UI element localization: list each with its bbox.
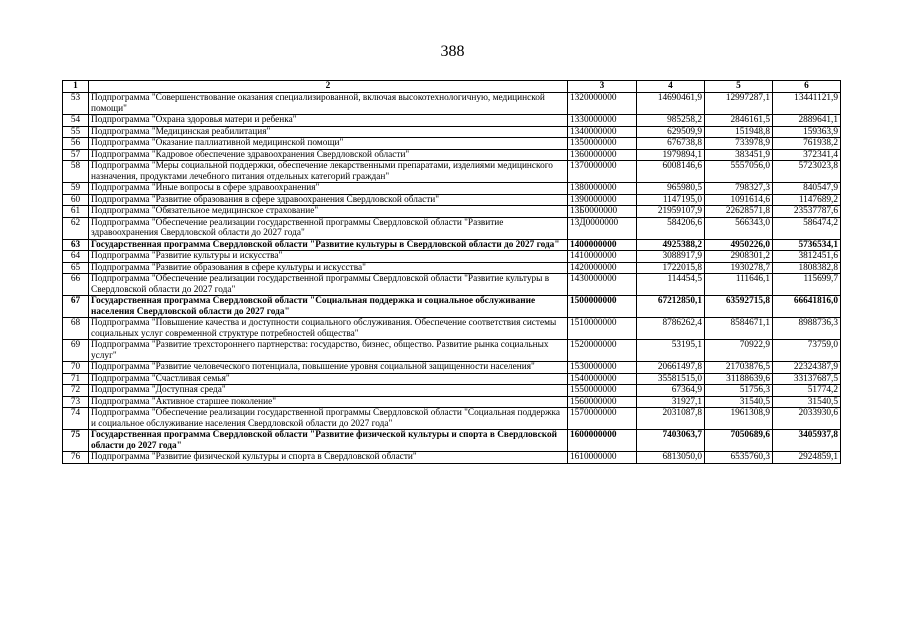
amount-cell-col4: 965980,5 — [637, 183, 705, 195]
program-name-cell: Подпрограмма "Повышение качества и доступности социального обслуживания. Обеспечение соответствия системы социальных услуг современной структуре потребностей общества" — [89, 318, 568, 340]
column-header: 5 — [705, 81, 773, 93]
target-code-cell: 1430000000 — [568, 274, 637, 296]
amount-cell-col6: 66641816,0 — [773, 296, 841, 318]
amount-cell-col5: 151948,8 — [705, 126, 773, 138]
program-name-cell: Подпрограмма "Обеспечение реализации государственной программы Свердловской области "Социальная поддержка и социальное обслуживание населения Свердловской области до 2027 года" — [89, 408, 568, 430]
row-number-cell: 53 — [63, 93, 89, 115]
row-number-cell: 70 — [63, 362, 89, 374]
amount-cell-col5: 8584671,1 — [705, 318, 773, 340]
table-row — [63, 430, 841, 452]
amount-cell-col6: 2924859,1 — [773, 452, 841, 464]
program-name-cell: Подпрограмма "Развитие человеческого потенциала, повышение уровня социальной защищенности населения" — [89, 362, 568, 374]
row-number-cell: 64 — [63, 251, 89, 263]
budget-table — [62, 80, 841, 464]
amount-cell-col6: 5736534,1 — [773, 239, 841, 251]
target-code-cell: 1320000000 — [568, 93, 637, 115]
amount-cell-col5: 383451,9 — [705, 149, 773, 161]
amount-cell-col6: 586474,2 — [773, 217, 841, 239]
program-name-cell: Подпрограмма "Доступная среда" — [89, 385, 568, 397]
amount-cell-col5: 5557056,0 — [705, 161, 773, 183]
target-code-cell: 13Б0000000 — [568, 206, 637, 218]
program-name-cell: Государственная программа Свердловской области "Развитие физической культуры и спорта в Свердловской области до 2027 года" — [89, 430, 568, 452]
amount-cell-col6: 23537787,6 — [773, 206, 841, 218]
table-row — [63, 373, 841, 385]
row-number-cell: 75 — [63, 430, 89, 452]
target-code-cell: 1350000000 — [568, 138, 637, 150]
amount-cell-col4: 14690461,9 — [637, 93, 705, 115]
target-code-cell: 1390000000 — [568, 194, 637, 206]
program-name-cell: Подпрограмма "Обеспечение реализации государственной программы Свердловской области "Развитие культуры в Свердловской области до 2027 года" — [89, 274, 568, 296]
program-name-cell: Подпрограмма "Развитие культуры и искусства" — [89, 251, 568, 263]
amount-cell-col5: 31540,5 — [705, 396, 773, 408]
table-row — [63, 274, 841, 296]
amount-cell-col5: 566343,0 — [705, 217, 773, 239]
target-code-cell: 1330000000 — [568, 115, 637, 127]
amount-cell-col4: 31927,1 — [637, 396, 705, 408]
row-number-cell: 76 — [63, 452, 89, 464]
target-code-cell: 1610000000 — [568, 452, 637, 464]
amount-cell-col6: 3405937,8 — [773, 430, 841, 452]
amount-cell-col4: 2031087,8 — [637, 408, 705, 430]
amount-cell-col4: 35581515,0 — [637, 373, 705, 385]
target-code-cell: 1530000000 — [568, 362, 637, 374]
amount-cell-col4: 21959107,9 — [637, 206, 705, 218]
amount-cell-col6: 2889641,1 — [773, 115, 841, 127]
amount-cell-col6: 8988736,3 — [773, 318, 841, 340]
amount-cell-col6: 115699,7 — [773, 274, 841, 296]
table-row — [63, 362, 841, 374]
column-header: 1 — [63, 81, 89, 93]
row-number-cell: 72 — [63, 385, 89, 397]
target-code-cell: 1370000000 — [568, 161, 637, 183]
amount-cell-col5: 1930278,7 — [705, 262, 773, 274]
row-number-cell: 57 — [63, 149, 89, 161]
column-header: 4 — [637, 81, 705, 93]
page-number: 388 — [440, 43, 465, 60]
amount-cell-col4: 1722015,8 — [637, 262, 705, 274]
amount-cell-col4: 1979894,1 — [637, 149, 705, 161]
target-code-cell: 1360000000 — [568, 149, 637, 161]
program-name-cell: Подпрограмма "Развитие образования в сфере здравоохранения Свердловской области" — [89, 194, 568, 206]
table-row — [63, 206, 841, 218]
program-name-cell: Подпрограмма "Иные вопросы в сфере здравоохранения" — [89, 183, 568, 195]
table-row — [63, 318, 841, 340]
amount-cell-col6: 33137687,5 — [773, 373, 841, 385]
table-row — [63, 239, 841, 251]
program-name-cell: Подпрограмма "Активное старшее поколение" — [89, 396, 568, 408]
amount-cell-col5: 2908301,2 — [705, 251, 773, 263]
amount-cell-col6: 31540,5 — [773, 396, 841, 408]
amount-cell-col6: 2033930,6 — [773, 408, 841, 430]
row-number-cell: 61 — [63, 206, 89, 218]
row-number-cell: 71 — [63, 373, 89, 385]
target-code-cell: 1520000000 — [568, 340, 637, 362]
amount-cell-col4: 584206,6 — [637, 217, 705, 239]
row-number-cell: 62 — [63, 217, 89, 239]
amount-cell-col4: 6813050,0 — [637, 452, 705, 464]
program-name-cell: Подпрограмма "Медицинская реабилитация" — [89, 126, 568, 138]
table-row — [63, 183, 841, 195]
amount-cell-col4: 53195,1 — [637, 340, 705, 362]
amount-cell-col5: 21703876,5 — [705, 362, 773, 374]
table-row — [63, 452, 841, 464]
program-name-cell: Подпрограмма "Счастливая семья" — [89, 373, 568, 385]
amount-cell-col6: 1147689,2 — [773, 194, 841, 206]
target-code-cell: 1410000000 — [568, 251, 637, 263]
target-code-cell: 1400000000 — [568, 239, 637, 251]
amount-cell-col4: 3088917,9 — [637, 251, 705, 263]
amount-cell-col6: 761938,2 — [773, 138, 841, 150]
program-name-cell: Подпрограмма "Обязательное медицинское страхование" — [89, 206, 568, 218]
row-number-cell: 55 — [63, 126, 89, 138]
amount-cell-col4: 629509,9 — [637, 126, 705, 138]
table-row — [63, 93, 841, 115]
amount-cell-col6: 372341,4 — [773, 149, 841, 161]
table-row — [63, 408, 841, 430]
amount-cell-col5: 51756,3 — [705, 385, 773, 397]
amount-cell-col5: 733978,9 — [705, 138, 773, 150]
table-row — [63, 385, 841, 397]
table-row — [63, 396, 841, 408]
target-code-cell: 1510000000 — [568, 318, 637, 340]
amount-cell-col4: 7403063,7 — [637, 430, 705, 452]
amount-cell-col5: 1961308,9 — [705, 408, 773, 430]
table-row — [63, 126, 841, 138]
row-number-cell: 66 — [63, 274, 89, 296]
row-number-cell: 60 — [63, 194, 89, 206]
amount-cell-col6: 840547,9 — [773, 183, 841, 195]
amount-cell-col6: 22324387,9 — [773, 362, 841, 374]
amount-cell-col6: 5723023,8 — [773, 161, 841, 183]
program-name-cell: Подпрограмма "Оказание паллиативной медицинской помощи" — [89, 138, 568, 150]
amount-cell-col5: 4950226,0 — [705, 239, 773, 251]
table-header-row — [63, 81, 841, 93]
amount-cell-col5: 1091614,6 — [705, 194, 773, 206]
amount-cell-col6: 73759,0 — [773, 340, 841, 362]
target-code-cell: 1550000000 — [568, 385, 637, 397]
amount-cell-col5: 31188639,6 — [705, 373, 773, 385]
amount-cell-col5: 22628571,8 — [705, 206, 773, 218]
amount-cell-col5: 63592715,8 — [705, 296, 773, 318]
program-name-cell: Подпрограмма "Развитие трехстороннего партнерства: государство, бизнес, общество. Развитие рынка социальных услуг" — [89, 340, 568, 362]
row-number-cell: 67 — [63, 296, 89, 318]
target-code-cell: 1500000000 — [568, 296, 637, 318]
program-name-cell: Подпрограмма "Обеспечение реализации государственной программы Свердловской области "Развитие здравоохранения Свердловской области до 2027 года" — [89, 217, 568, 239]
row-number-cell: 59 — [63, 183, 89, 195]
target-code-cell: 1340000000 — [568, 126, 637, 138]
table-row — [63, 194, 841, 206]
table-row — [63, 296, 841, 318]
amount-cell-col4: 8786262,4 — [637, 318, 705, 340]
row-number-cell: 68 — [63, 318, 89, 340]
program-name-cell: Подпрограмма "Развитие образования в сфере культуры и искусства" — [89, 262, 568, 274]
column-header: 3 — [568, 81, 637, 93]
amount-cell-col6: 159363,9 — [773, 126, 841, 138]
amount-cell-col4: 4925388,2 — [637, 239, 705, 251]
row-number-cell: 63 — [63, 239, 89, 251]
program-name-cell: Подпрограмма "Меры социальной поддержки, обеспечение лекарственными препаратами, изделиями медицинского назначения, продуктами лечебного питания отдельных категорий граждан" — [89, 161, 568, 183]
amount-cell-col5: 7050689,6 — [705, 430, 773, 452]
target-code-cell: 1560000000 — [568, 396, 637, 408]
amount-cell-col4: 985258,2 — [637, 115, 705, 127]
target-code-cell: 1570000000 — [568, 408, 637, 430]
row-number-cell: 56 — [63, 138, 89, 150]
row-number-cell: 58 — [63, 161, 89, 183]
target-code-cell: 1420000000 — [568, 262, 637, 274]
row-number-cell: 74 — [63, 408, 89, 430]
amount-cell-col6: 1808382,8 — [773, 262, 841, 274]
table-row — [63, 217, 841, 239]
program-name-cell: Государственная программа Свердловской области "Социальная поддержка и социальное обслуживание населения Свердловской области до 2027 года" — [89, 296, 568, 318]
row-number-cell: 65 — [63, 262, 89, 274]
amount-cell-col4: 6008146,6 — [637, 161, 705, 183]
row-number-cell: 73 — [63, 396, 89, 408]
table-row — [63, 340, 841, 362]
table-row — [63, 251, 841, 263]
target-code-cell: 1540000000 — [568, 373, 637, 385]
column-header: 2 — [89, 81, 568, 93]
row-number-cell: 69 — [63, 340, 89, 362]
table-row — [63, 262, 841, 274]
program-name-cell: Подпрограмма "Совершенствование оказания специализированной, включая высокотехнологичную, медицинской помощи" — [89, 93, 568, 115]
amount-cell-col4: 676738,8 — [637, 138, 705, 150]
amount-cell-col4: 1147195,0 — [637, 194, 705, 206]
row-number-cell: 54 — [63, 115, 89, 127]
program-name-cell: Подпрограмма "Развитие физической культуры и спорта в Свердловской области" — [89, 452, 568, 464]
amount-cell-col4: 20661497,8 — [637, 362, 705, 374]
amount-cell-col4: 67364,9 — [637, 385, 705, 397]
table-row — [63, 138, 841, 150]
column-header: 6 — [773, 81, 841, 93]
table-row — [63, 149, 841, 161]
amount-cell-col4: 114454,5 — [637, 274, 705, 296]
amount-cell-col5: 111646,1 — [705, 274, 773, 296]
target-code-cell: 1380000000 — [568, 183, 637, 195]
target-code-cell: 1600000000 — [568, 430, 637, 452]
program-name-cell: Государственная программа Свердловской области "Развитие культуры в Свердловской области до 2027 года" — [89, 239, 568, 251]
amount-cell-col5: 798327,3 — [705, 183, 773, 195]
program-name-cell: Подпрограмма "Кадровое обеспечение здравоохранения Свердловской области" — [89, 149, 568, 161]
amount-cell-col4: 67212850,1 — [637, 296, 705, 318]
amount-cell-col5: 2846161,5 — [705, 115, 773, 127]
table-row — [63, 161, 841, 183]
amount-cell-col5: 6535760,3 — [705, 452, 773, 464]
amount-cell-col5: 12997287,1 — [705, 93, 773, 115]
amount-cell-col5: 70922,9 — [705, 340, 773, 362]
target-code-cell: 13Д0000000 — [568, 217, 637, 239]
amount-cell-col6: 51774,2 — [773, 385, 841, 397]
program-name-cell: Подпрограмма "Охрана здоровья матери и ребенка" — [89, 115, 568, 127]
table-row — [63, 115, 841, 127]
amount-cell-col6: 13441121,9 — [773, 93, 841, 115]
amount-cell-col6: 3812451,6 — [773, 251, 841, 263]
